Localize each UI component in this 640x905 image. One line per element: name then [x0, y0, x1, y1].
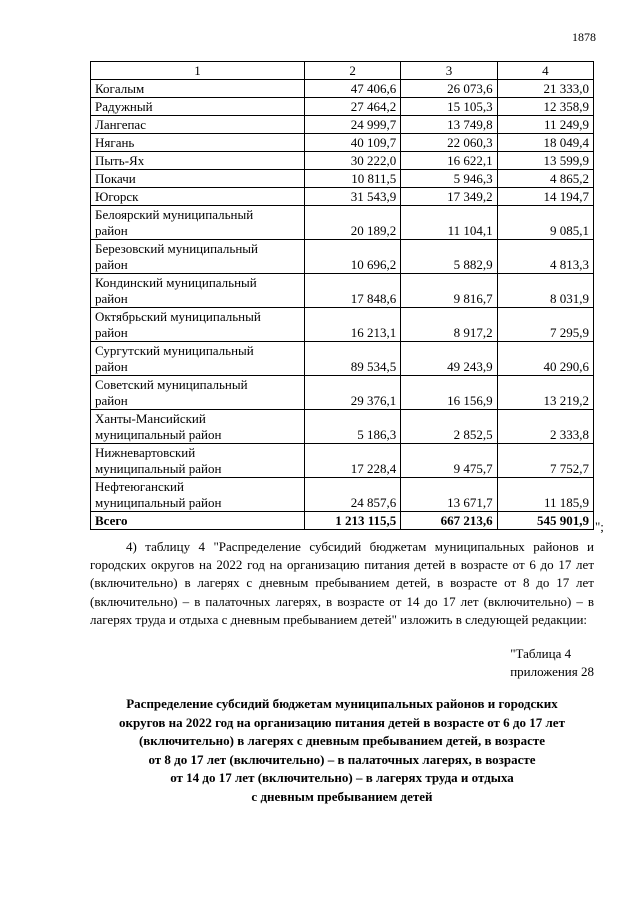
row-value-3: 13 671,7: [401, 478, 497, 512]
subsidy-table: [90, 61, 594, 530]
row-value-2: 17 848,6: [304, 274, 400, 308]
row-value-4: 12 358,9: [497, 98, 593, 116]
row-name: [91, 376, 305, 410]
header-cell-3: 3: [401, 62, 497, 80]
row-value-2: 24 999,7: [304, 116, 400, 134]
table-caption: [510, 645, 594, 681]
row-value-2: 89 534,5: [304, 342, 400, 376]
table-row: [91, 170, 594, 188]
row-value-4: 7 295,9: [497, 308, 593, 342]
row-value-3: 5 946,3: [401, 170, 497, 188]
row-name: Когалым: [91, 80, 305, 98]
row-name-line-1: Белоярский муниципальный: [95, 207, 254, 222]
row-value-3: 9 475,7: [401, 444, 497, 478]
row-value-4: 11 185,9: [497, 478, 593, 512]
row-value-4: 11 249,9: [497, 116, 593, 134]
table-row: [91, 80, 594, 98]
row-value-4: 40 290,6: [497, 342, 593, 376]
title-line-1: Распределение субсидий бюджетам муниципальных районов и городских: [126, 696, 558, 711]
row-value-2: 10 696,2: [304, 240, 400, 274]
row-value-3: 22 060,3: [401, 134, 497, 152]
row-name: [91, 478, 305, 512]
title-line-5: от 14 до 17 лет (включительно) – в лагерях труда и отдыха: [170, 770, 514, 785]
row-value-2: 27 464,2: [304, 98, 400, 116]
table-row: [91, 342, 594, 376]
caption-line-1: "Таблица 4: [510, 646, 572, 661]
header-cell-1: 1: [91, 62, 305, 80]
row-value-2: 30 222,0: [304, 152, 400, 170]
row-value-4: 4 865,2: [497, 170, 593, 188]
row-value-3: 26 073,6: [401, 80, 497, 98]
amendment-paragraph: 4) таблицу 4 "Распределение субсидий бюджетам муниципальных районов и городских округов на 2022 год на организацию питания детей в возрасте от 6 до 17 лет (включительно) в лагерях с дневным пребыванием детей, в возрасте от 8 до 17 лет (включительно) – в палаточных лагерях, в возрасте от 14 до 17 лет (включительно) – в лагерях труда и отдыха с дневным пребыванием детей" изложить в следующей редакции:: [90, 539, 594, 627]
row-value-2: 20 189,2: [304, 206, 400, 240]
row-value-3: 5 882,9: [401, 240, 497, 274]
row-name: [91, 206, 305, 240]
page-number: 1878: [572, 30, 596, 44]
row-name-line-1: Октябрьский муниципальный: [95, 309, 261, 324]
row-name: [91, 240, 305, 274]
table-row: [91, 152, 594, 170]
row-value-3: 2 852,5: [401, 410, 497, 444]
row-name-line-2: район: [95, 257, 128, 272]
table-row: [91, 410, 594, 444]
row-value-2: 17 228,4: [304, 444, 400, 478]
row-value-3: 16 156,9: [401, 376, 497, 410]
row-value-4: 2 333,8: [497, 410, 593, 444]
row-value-4: 8 031,9: [497, 274, 593, 308]
row-name-line-1: Сургутский муниципальный: [95, 343, 254, 358]
row-name-line-1: Нефтеюганский: [95, 479, 184, 494]
table-row: [91, 116, 594, 134]
row-name: Югорск: [91, 188, 305, 206]
table-row: [91, 478, 594, 512]
row-name: [91, 444, 305, 478]
row-value-4: 13 599,9: [497, 152, 593, 170]
row-name: Пыть-Ях: [91, 152, 305, 170]
table-row: [91, 134, 594, 152]
row-name-line-1: Ханты-Мансийский: [95, 411, 206, 426]
section-title: [90, 695, 594, 806]
table-row: [91, 206, 594, 240]
row-value-3: 9 816,7: [401, 274, 497, 308]
row-value-2: 5 186,3: [304, 410, 400, 444]
row-value-3: 13 749,8: [401, 116, 497, 134]
row-value-2: 16 213,1: [304, 308, 400, 342]
row-name-line-2: район: [95, 223, 128, 238]
row-name-line-2: район: [95, 359, 128, 374]
row-value-3: 8 917,2: [401, 308, 497, 342]
table-row: [91, 444, 594, 478]
row-value-2: 47 406,6: [304, 80, 400, 98]
total-value-4: 545 901,9: [497, 512, 593, 530]
row-value-3: 16 622,1: [401, 152, 497, 170]
row-name-line-2: муниципальный район: [95, 427, 222, 442]
row-name-line-2: район: [95, 393, 128, 408]
row-value-4: 9 085,1: [497, 206, 593, 240]
row-name: [91, 410, 305, 444]
row-value-4: 18 049,4: [497, 134, 593, 152]
title-line-2: округов на 2022 год на организацию питания детей в возрасте от 6 до 17 лет: [119, 714, 565, 730]
row-name-line-2: район: [95, 325, 128, 340]
row-name: Нягань: [91, 134, 305, 152]
row-value-2: 40 109,7: [304, 134, 400, 152]
row-name: [91, 308, 305, 342]
table-row: [91, 308, 594, 342]
row-value-4: 21 333,0: [497, 80, 593, 98]
row-name-line-1: Березовский муниципальный: [95, 241, 258, 256]
row-name-line-1: Советский муниципальный: [95, 377, 248, 392]
row-name-line-2: район: [95, 291, 128, 306]
row-value-2: 10 811,5: [304, 170, 400, 188]
row-value-3: 15 105,3: [401, 98, 497, 116]
row-value-4: 7 752,7: [497, 444, 593, 478]
row-value-4: 13 219,2: [497, 376, 593, 410]
row-name-line-1: Нижневартовский: [95, 445, 196, 460]
table-row: [91, 376, 594, 410]
header-cell-2: 2: [304, 62, 400, 80]
row-value-4: 14 194,7: [497, 188, 593, 206]
row-value-3: 11 104,1: [401, 206, 497, 240]
title-line-6: с дневным пребыванием детей: [251, 788, 433, 804]
row-name-line-2: муниципальный район: [95, 461, 222, 476]
total-value-3: 667 213,6: [401, 512, 497, 530]
table-row: [91, 240, 594, 274]
total-value-2: 1 213 115,5: [304, 512, 400, 530]
row-name-line-1: Кондинский муниципальный: [95, 275, 257, 290]
row-value-4: 4 813,3: [497, 240, 593, 274]
table-row: [91, 98, 594, 116]
title-line-4: от 8 до 17 лет (включительно) – в палаточных лагерях, в возрасте: [148, 751, 536, 767]
row-name: Покачи: [91, 170, 305, 188]
row-value-2: 31 543,9: [304, 188, 400, 206]
table-row: [91, 274, 594, 308]
total-label: Всего: [91, 512, 305, 530]
row-name: Радужный: [91, 98, 305, 116]
table-total-row: [91, 512, 594, 530]
closing-quote: ";: [595, 519, 604, 534]
title-line-3: (включительно) в лагерях с дневным пребыванием детей, в возрасте: [138, 733, 546, 748]
row-value-2: 24 857,6: [304, 478, 400, 512]
row-name: Лангепас: [91, 116, 305, 134]
table-header-row: [91, 62, 594, 80]
row-value-3: 17 349,2: [401, 188, 497, 206]
row-value-3: 49 243,9: [401, 342, 497, 376]
row-name: [91, 342, 305, 376]
row-name: [91, 274, 305, 308]
caption-line-2: приложения 28: [510, 664, 594, 679]
row-name-line-2: муниципальный район: [95, 495, 222, 510]
header-cell-4: 4: [497, 62, 593, 80]
row-value-2: 29 376,1: [304, 376, 400, 410]
table-row: [91, 188, 594, 206]
